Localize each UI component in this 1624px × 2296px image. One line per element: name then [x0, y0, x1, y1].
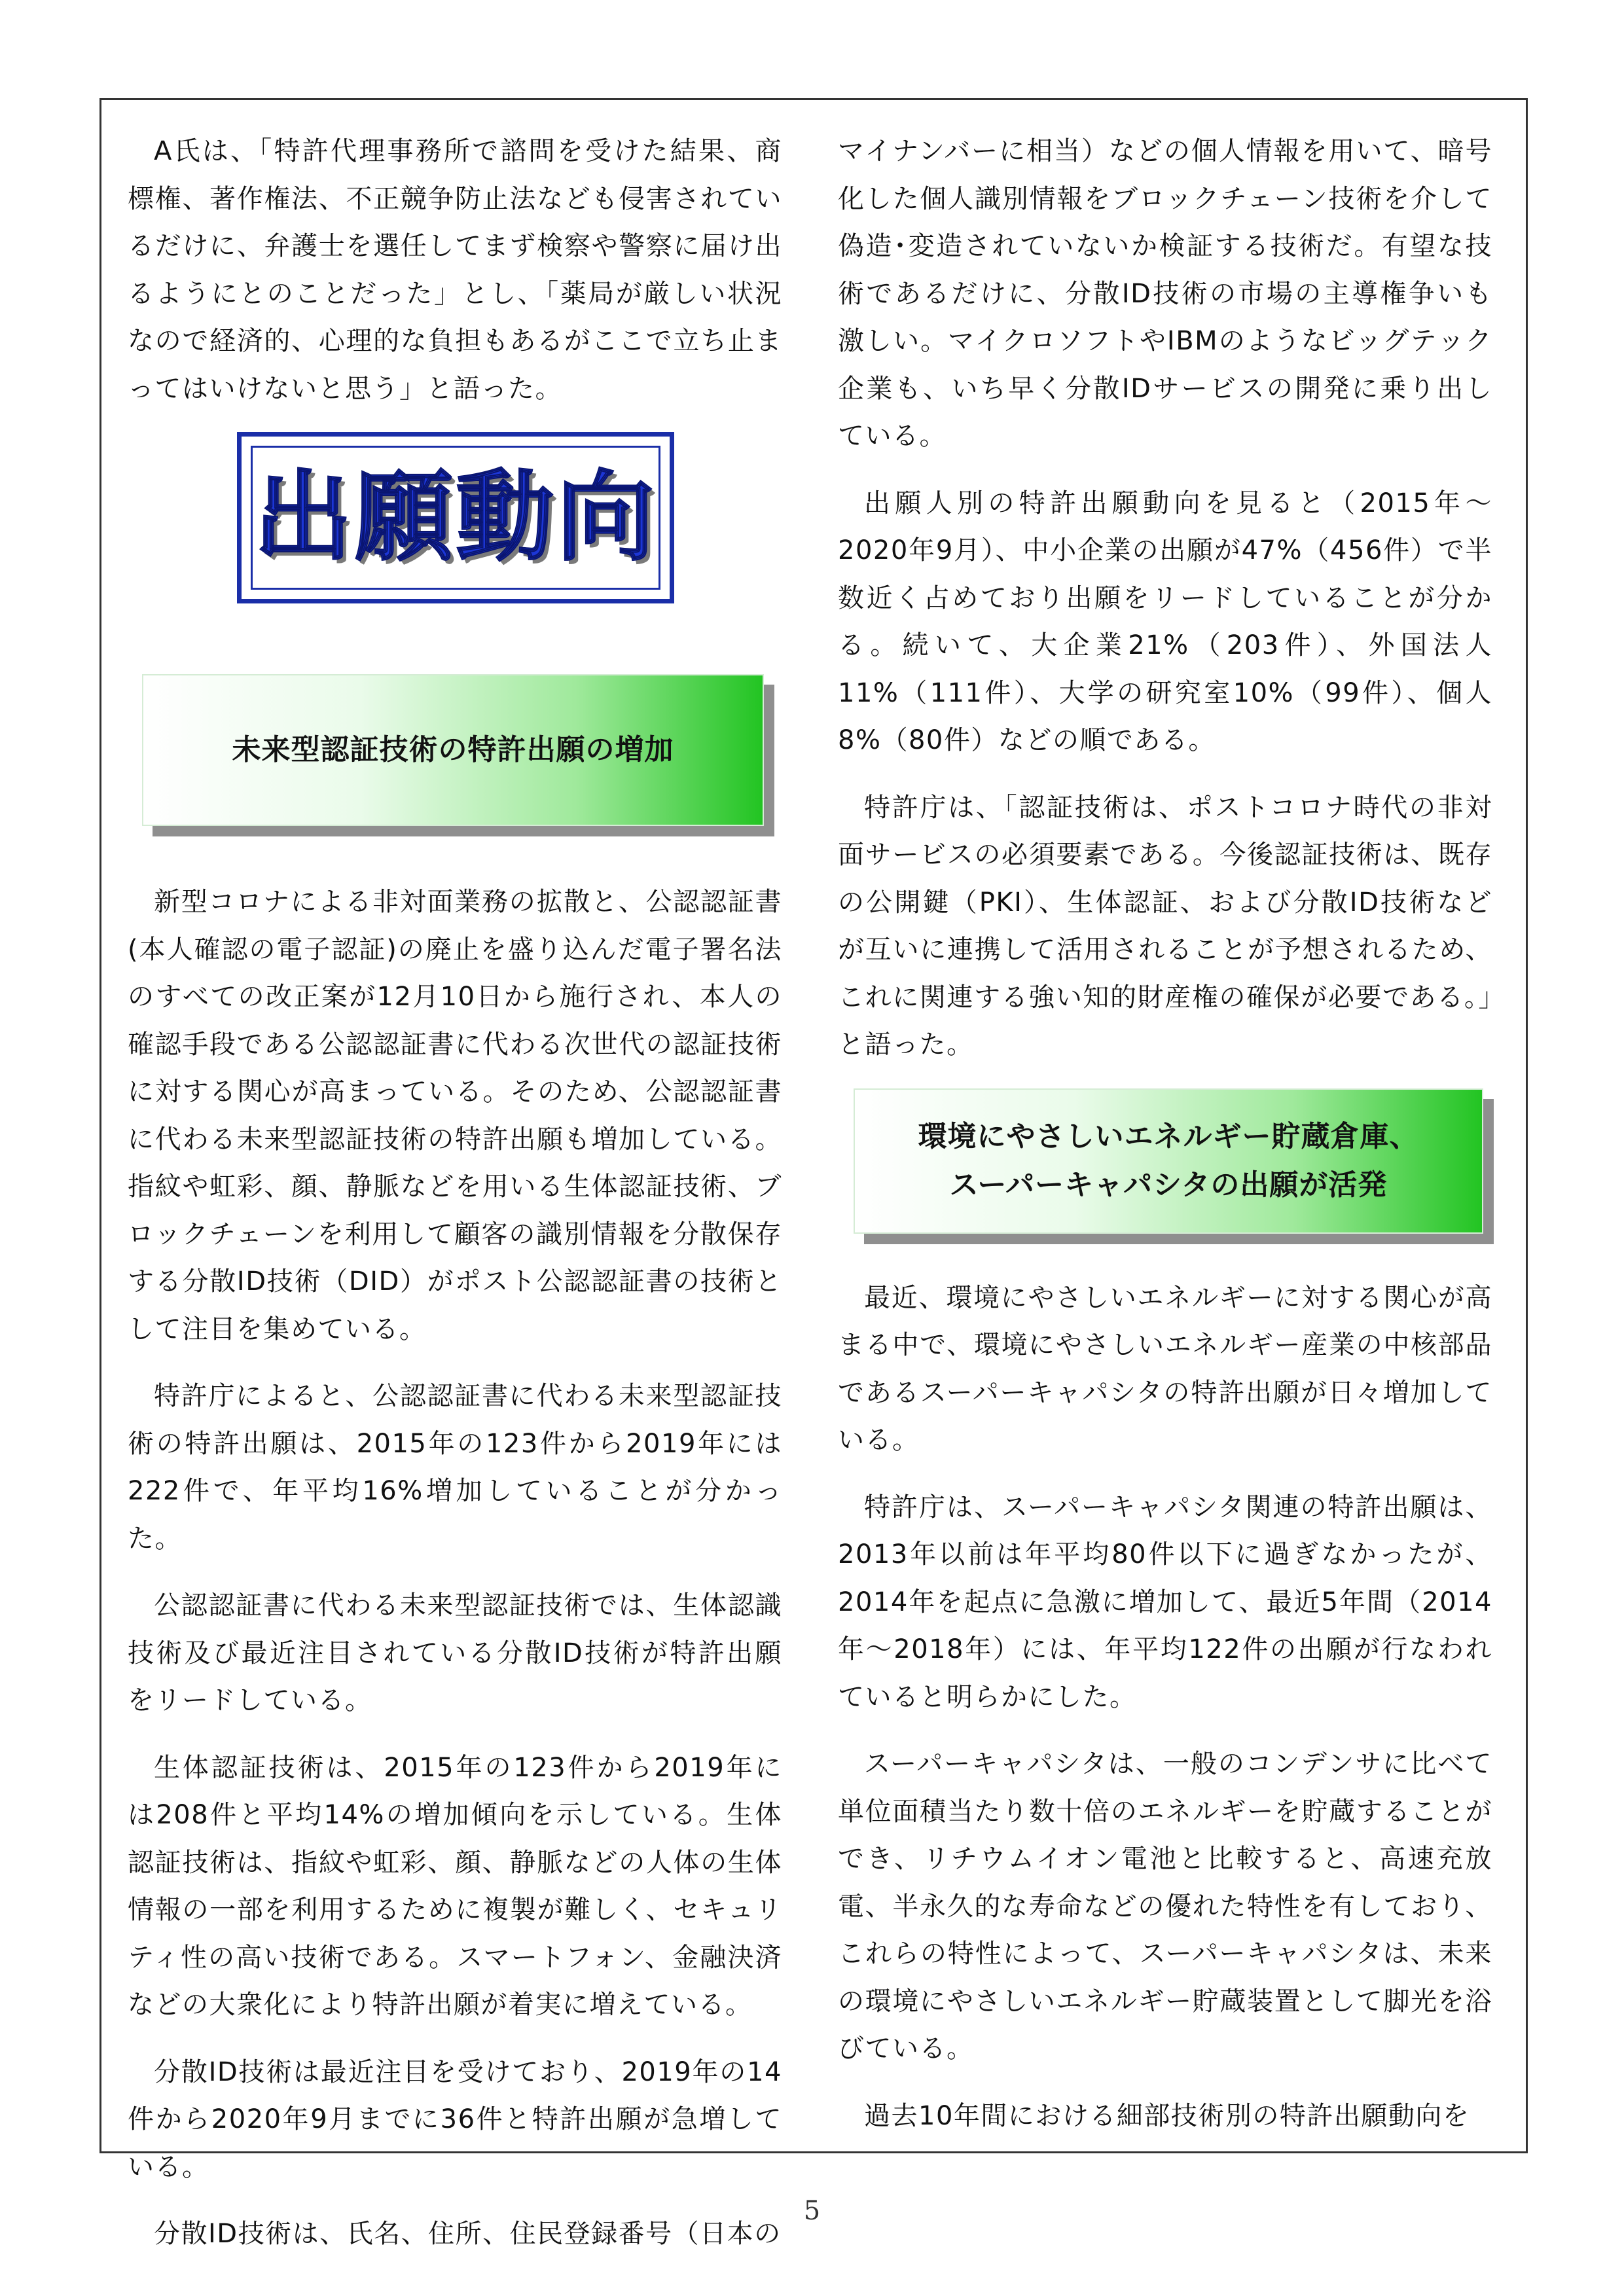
left-column [128, 128, 782, 2278]
section-heading [918, 1113, 1419, 1210]
paragraph: 最近、環境にやさしいエネルギーに対する関心が高まる中で、環境にやさしいエネルギー産業の中核部品であるスーパーキャパシタの特許出願が日々増加している。 [838, 1282, 1492, 1455]
section-badge [237, 432, 674, 603]
section-banner [854, 1088, 1483, 1234]
paragraph: 分散ID技術は最近注目を受けており、2019年の14件から2020年9月までに36件と特許出願が急増している。 [128, 2056, 782, 2182]
paragraph: スーパーキャパシタは、一般のコンデンサに比べて単位面積当たり数十倍のエネルギーを貯蔵することができ、リチウムイオン電池と比較すると、高速充放電、半永久的な寿命などの優れた特性を有しており、これらの特性によって、スーパーキャパシタは、未来の環境にやさしいエネルギー貯蔵装置として脚光を浴びている。 [838, 1749, 1492, 2064]
paragraph: 新型コロナによる非対面業務の拡散と、公認認証書(本人確認の電子認証)の廃止を盛り込んだ電子署名法のすべての改正案が12月10日から施行され、本人の確認手段である公認認証書に代わる次世代の認証技術に対する関心が高まっている。そのため、公認認証書に代わる未来型認証技術の特許出願も増加している。指紋や虹彩、顔、静脈などを用いる生体認証技術、ブロックチェーンを利用して顧客の識別情報を分散保存する分散ID技術（DID）がポスト公認認証書の技術として注目を集めている。 [128, 887, 782, 1344]
paragraph: 特許庁は、スーパーキャパシタ関連の特許出願は、2013年以前は年平均80件以下に過ぎなかったが、2014年を起点に急激に増加して、最近5年間（2014年～2018年）には、年平均122件の出願が行なわれていると明らかにした。 [838, 1492, 1492, 1712]
section-heading-line-1: 環境にやさしいエネルギー貯蔵倉庫、 [918, 1119, 1419, 1153]
paragraph-continued: マイナンバーに相当）などの個人情報を用いて、暗号化した個人識別情報をブロックチェーン技術を介して偽造･変造されていないか検証する技術だ。有望な技術であるだけに、分散ID技術の市場の主導権争いも激しい。マイクロソフトやIBMのようなビッグテック企業も、いち早く分散IDサービスの開発に乗り出している。 [838, 136, 1492, 451]
paragraph: A氏は、「特許代理事務所で諮問を受けた結果、商標権、著作権法、不正競争防止法なども侵害されているだけに、弁護士を選任してまず検察や警察に届け出るようにとのことだった」とし、「薬局が厳しい状況なので経済的、心理的な負担もあるがここで立ち止まってはいけないと思う」と語った。 [128, 136, 782, 404]
section-heading: 未来型認証技術の特許出願の増加 [232, 733, 674, 766]
paragraph: 特許庁は、「認証技術は、ポストコロナ時代の非対面サービスの必須要素である。今後認証技術は、既存の公開鍵（PKI）、生体認証、および分散ID技術などが互いに連携して活用されることが予想されるため、これに関連する強い知的財産権の確保が必要である。」と語った。 [838, 792, 1492, 1060]
section-badge-wrapper [128, 432, 782, 655]
paragraph: 生体認証技術は、2015年の123件から2019年には208件と平均14%の増加傾向を示している。生体認証技術は、指紋や虹彩、顔、静脈などの人体の生体情報の一部を利用するために複製が難しく、セキュリティ性の高い技術である。スマートフォン、金融決済などの大衆化により特許出願が着実に増えている。 [128, 1752, 782, 2020]
right-column [838, 128, 1492, 2159]
section-heading-line-2: スーパーキャパシタの出願が活発 [949, 1168, 1388, 1202]
paragraph: 出願人別の特許出願動向を見ると（2015年～2020年9月）、中小企業の出願が47%（456件）で半数近く占めており出願をリードしていることが分かる。続いて、大企業21%（203件）、外国法人11%（111件）、大学の研究室10%（99件）、個人8%（80件）などの順である。 [838, 488, 1492, 755]
paragraph: 特許庁によると、公認認証書に代わる未来型認証技術の特許出願は、2015年の123件から2019年には222件で、年平均16%増加していることが分かった。 [128, 1381, 782, 1554]
page-number: 5 [803, 2196, 821, 2226]
paragraph: 分散ID技術は、氏名、住所、住民登録番号（日本の [154, 2219, 782, 2249]
section-banner [142, 674, 764, 826]
paragraph: 過去10年間における細部技術別の特許出願動向を [864, 2100, 1470, 2131]
paragraph: 公認認証書に代わる未来型認証技術では、生体認識技術及び最近注目されている分散ID技術が特許出願をリードしている。 [128, 1590, 782, 1715]
section-badge-title: 出願動向 [253, 461, 657, 575]
